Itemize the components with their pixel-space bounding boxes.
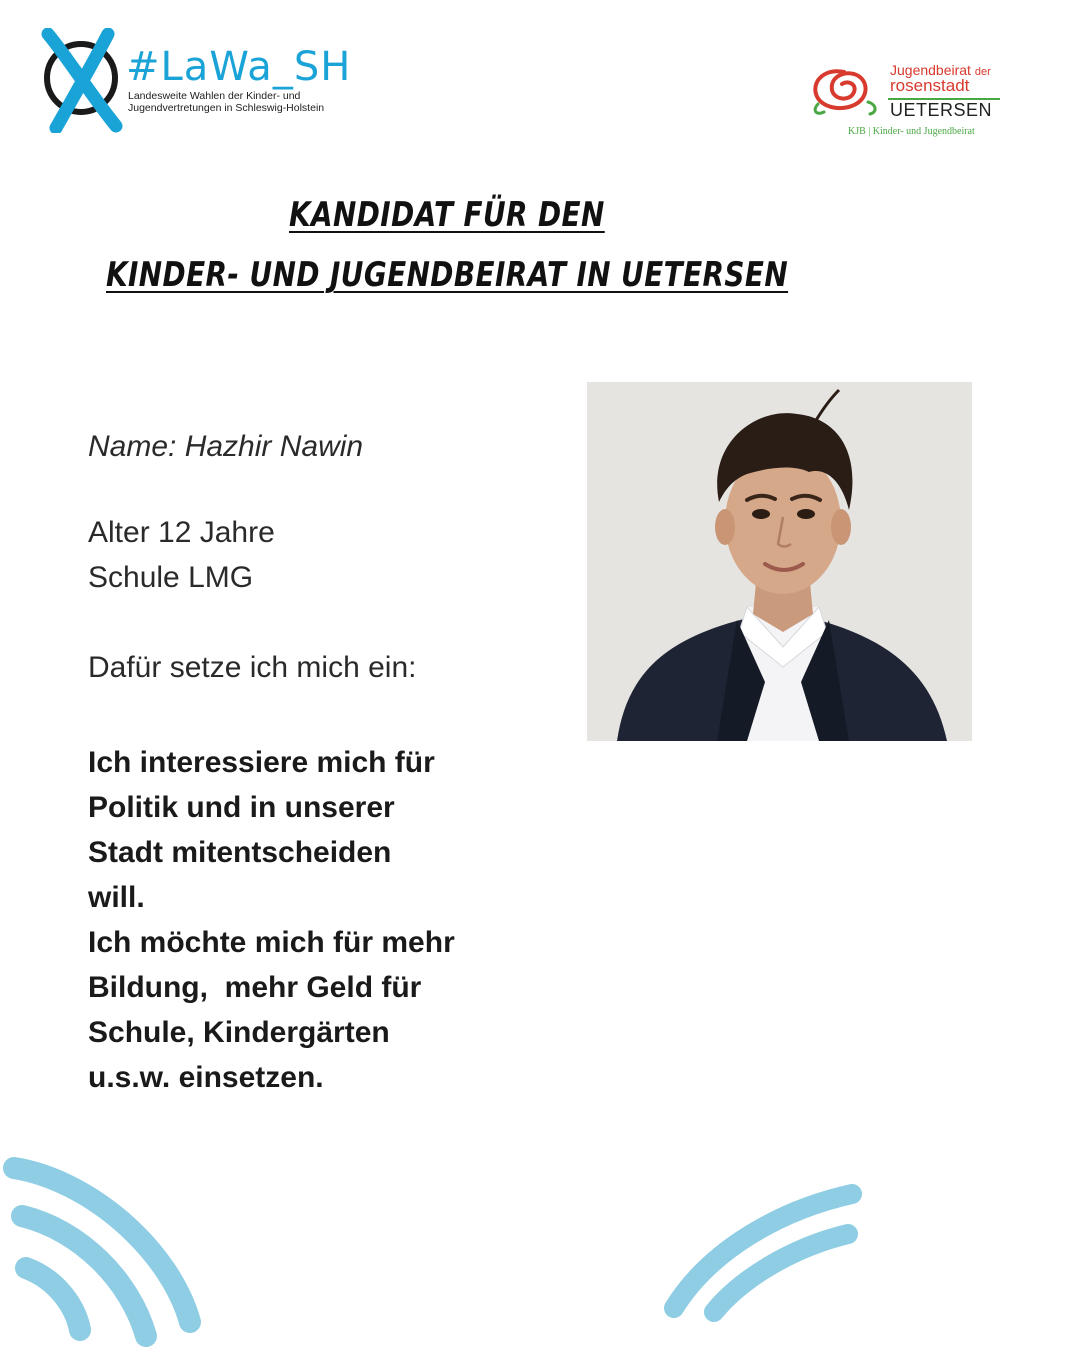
page-title-line2: KINDER- UND JUGENDBEIRAT IN UETERSEN — [106, 255, 789, 295]
kjb-line3: UETERSEN — [890, 100, 993, 120]
candidate-school: Schule LMG — [88, 561, 254, 594]
ballot-x-icon — [38, 28, 128, 133]
commitment-label: Dafür setze ich mich ein: — [88, 651, 417, 684]
page-title-line1: KANDIDAT FÜR DEN — [289, 195, 605, 235]
statement-line: Politik und in unserer — [88, 791, 395, 824]
kjb-line1-small: der — [974, 66, 991, 78]
lawa-logo — [38, 28, 358, 138]
decorative-wave-left — [0, 1140, 230, 1350]
kjb-line1-main: Jugendbeirat — [890, 62, 971, 78]
decorative-wave-right — [650, 1170, 880, 1330]
statement-line: Ich interessiere mich für — [88, 746, 435, 779]
kjb-line2: rosenstadt — [890, 76, 970, 95]
statement-line: Schule, Kindergärten — [88, 1016, 390, 1049]
statement-line: Bildung, mehr Geld für — [88, 971, 422, 1004]
statement-line: will. — [88, 881, 145, 914]
candidate-photo — [587, 382, 972, 741]
statement-line: Stadt mitentscheiden — [88, 836, 392, 869]
lawa-hashtag: #LaWa_SH — [126, 44, 352, 90]
candidate-age: Alter 12 Jahre — [88, 516, 275, 549]
kjb-logo — [808, 62, 1018, 144]
rose-icon — [808, 64, 880, 116]
candidate-statement — [88, 740, 548, 1100]
candidate-name: Name: Hazhir Nawin — [88, 430, 364, 463]
lawa-subtitle — [128, 90, 358, 114]
lawa-subtitle-line1: Landesweite Wahlen der Kinder- und — [128, 90, 301, 102]
kjb-line4: KJB | Kinder- und Jugendbeirat — [848, 126, 975, 137]
statement-line: u.s.w. einsetzen. — [88, 1061, 324, 1094]
statement-line: Ich möchte mich für mehr — [88, 926, 455, 959]
lawa-subtitle-line2: Jugendvertretungen in Schleswig-Holstein — [128, 102, 325, 114]
